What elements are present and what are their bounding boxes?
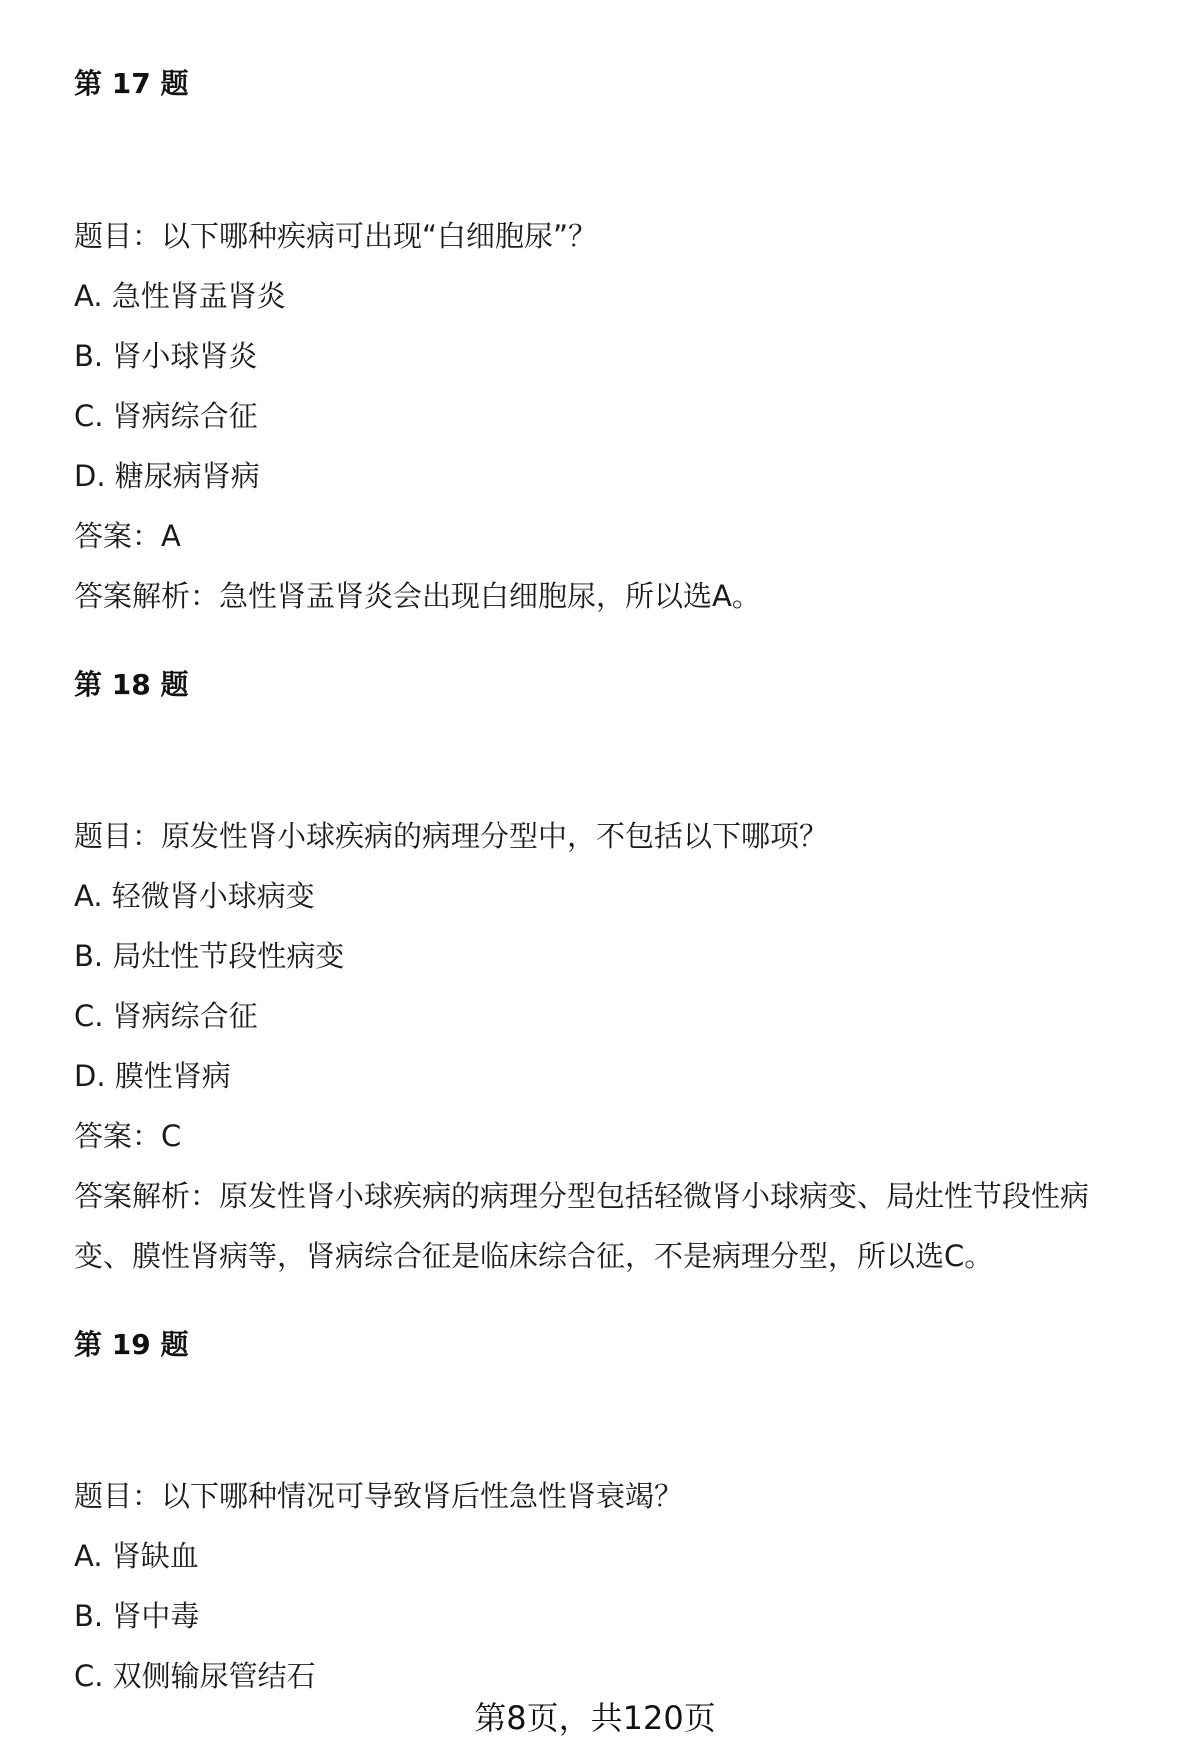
question-17-explanation: 答案解析：急性肾盂肾炎会出现白细胞尿，所以选A。 — [74, 579, 761, 613]
question-18-answer: 答案：C — [74, 1119, 182, 1153]
question-19-heading: 第 19 题 — [74, 1328, 189, 1361]
question-17-heading: 第 17 题 — [74, 67, 189, 100]
question-18-option-c: C. 肾病综合征 — [74, 999, 258, 1033]
question-17-text: 题目：以下哪种疾病可出现“白细胞尿”？ — [74, 219, 598, 253]
question-19-text: 题目：以下哪种情况可导致肾后性急性肾衰竭？ — [74, 1479, 684, 1513]
question-18-option-d: D. 膜性肾病 — [74, 1059, 231, 1093]
question-18-option-b: B. 局灶性节段性病变 — [74, 939, 345, 973]
question-19-option-c: C. 双侧输尿管结石 — [74, 1659, 316, 1693]
question-19-option-a: A. 肾缺血 — [74, 1539, 199, 1573]
question-17-option-d: D. 糖尿病肾病 — [74, 459, 260, 493]
question-17-option-b: B. 肾小球肾炎 — [74, 339, 258, 373]
question-19-option-b: B. 肾中毒 — [74, 1599, 200, 1633]
question-18-explanation-line-2: 变、膜性肾病等，肾病综合征是临床综合征，不是病理分型，所以选C。 — [74, 1239, 994, 1273]
question-18-heading: 第 18 题 — [74, 668, 189, 701]
page-number-footer: 第8页，共120页 — [474, 1699, 716, 1737]
question-17-answer: 答案：A — [74, 519, 181, 553]
question-18-option-a: A. 轻微肾小球病变 — [74, 879, 315, 913]
question-18-explanation-line-1: 答案解析：原发性肾小球疾病的病理分型包括轻微肾小球病变、局灶性节段性病 — [74, 1179, 1090, 1213]
question-17-option-a: A. 急性肾盂肾炎 — [74, 279, 286, 313]
question-17-option-c: C. 肾病综合征 — [74, 399, 258, 433]
question-18-text: 题目：原发性肾小球疾病的病理分型中，不包括以下哪项？ — [74, 819, 829, 853]
